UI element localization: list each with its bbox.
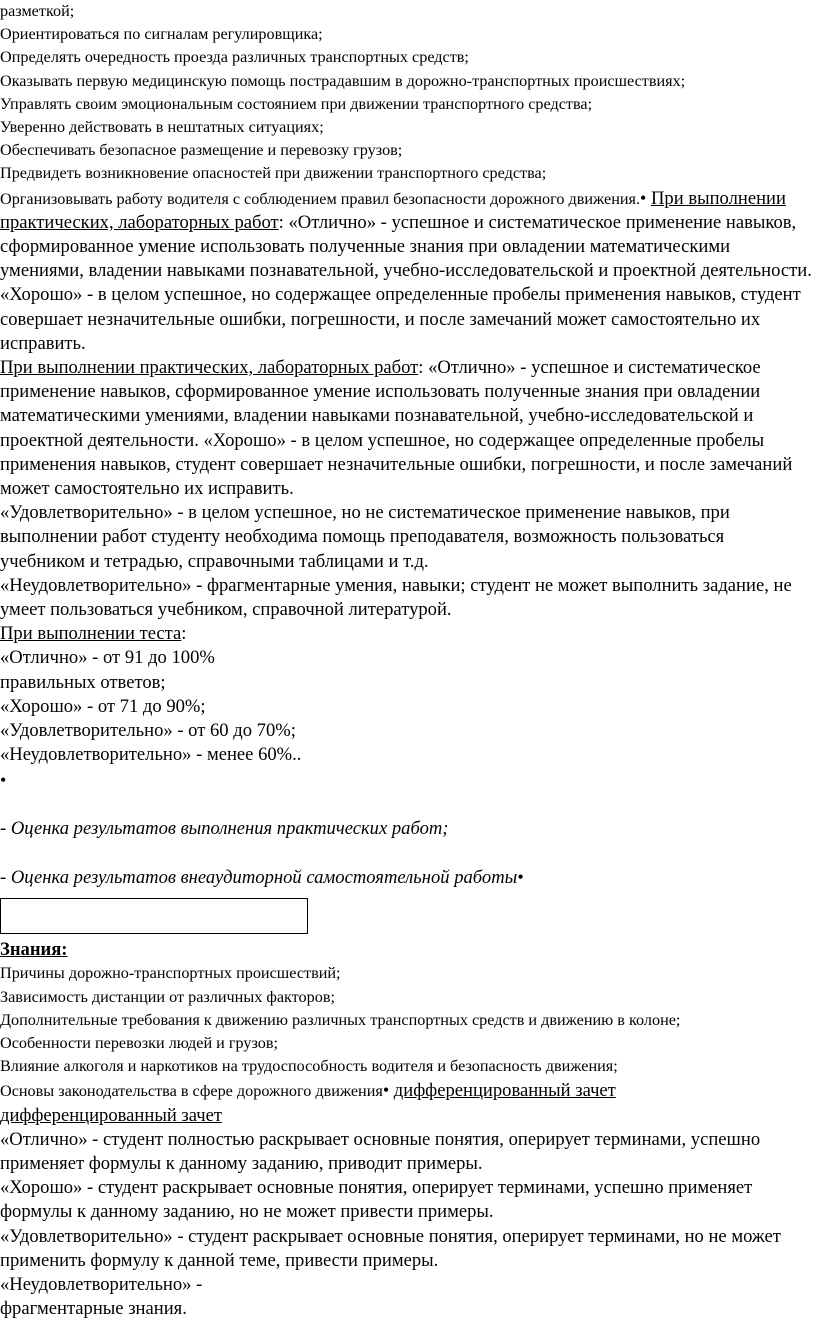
knowledge-line: Дополнительные требования к движению различных транспортных средств и движению в колоне;: [0, 1010, 681, 1029]
bullet-icon: •: [640, 187, 647, 208]
practical-paragraph-1: [0, 186, 816, 356]
assessment-practical: - Оценка результатов выполнения практических работ;: [0, 817, 449, 839]
knowledge-line: Зависимость дистанции от различных факторов;: [0, 987, 335, 1006]
grade-satisfactory: «Удовлетворительно» - студент раскрывает основные понятия, оперирует терминами, но не может применить формулу к данной теме, привести примеры.: [0, 1225, 781, 1271]
knowledge-last-line: [0, 1078, 816, 1103]
skill-line: Оказывать первую медицинскую помощь пострадавшим в дорожно-транспортных происшествиях;: [0, 71, 686, 90]
skill-line: разметкой;: [0, 2, 75, 20]
practical-label-1: При выполнении практических, лабораторных работ: [0, 187, 786, 233]
knowledge-line: Особенности перевозки людей и грузов;: [0, 1033, 279, 1052]
test-line: «Удовлетворительно» - от 60 до 70%;: [0, 720, 296, 742]
satisfactory-paragraph: «Удовлетворительно» - в целом успешное, но не систематическое применение навыков, при выполнении работ студенту необходима помощь преподавателя, возможность пользоваться учебником и тетрадью, справочными таблицами и т.д.: [0, 502, 730, 572]
skill-line: Обеспечивать безопасное размещение и перевозку грузов;: [0, 141, 403, 160]
test-label: При выполнении теста: [0, 623, 182, 645]
bullet-icon: •: [517, 866, 524, 887]
practical-paragraph-2: [0, 356, 816, 501]
practical-text-1: : «Отлично» - успешное и систематическое применение навыков, сформированное умение использовать полученные знания при овладении математическими умениями, владении навыками познавательной, учебно-исследовательской и проектной деятельности. «Хорошо» - в целом успешное, но содержащее определенные пробелы применения навыков, студент совершает незначительные ошибки, погрешности, и после замечаний может самостоятельно их исправить.: [0, 211, 812, 354]
knowledge-heading: Знания:: [0, 939, 68, 961]
bullet-icon: •: [382, 1080, 390, 1101]
unsatisfactory-paragraph: «Неудовлетворительно» - фрагментарные умения, навыки; студент не может выполнить задание, не умеет пользоваться учебником, справочной литературой.: [0, 574, 792, 621]
test-line: «Неудовлетворительно» - менее 60%..: [0, 744, 302, 766]
grade-fail-label: «Неудовлетворительно» -: [0, 1273, 203, 1295]
assessment-independent-text: - Оценка результатов внеаудиторной самостоятельной работы: [0, 866, 518, 888]
knowledge-line: Причины дорожно-транспортных происшествий;: [0, 964, 341, 983]
practical-text-2: : «Отлично» - успешное и систематическое применение навыков, сформированное умение использовать полученные знания при овладении математическими умениями, владении навыками познавательной, учебно-исследовательской и проектной деятельности. «Хорошо» - в целом успешное, но содержащее определенные пробелы применения навыков, студент совершает незначительные ошибки, погрешности, и после замечаний может самостоятельно их исправить.: [0, 357, 793, 500]
test-line: «Хорошо» - от 71 до 90%;: [0, 695, 206, 717]
spacer: [0, 793, 816, 817]
skill-line: Определять очередность проезда различных транспортных средств;: [0, 48, 469, 67]
bullet-icon: •: [0, 769, 7, 790]
skill-line: Ориентироваться по сигналам регулировщика;: [0, 25, 323, 44]
assessment-independent: [0, 865, 816, 890]
skill-line: Уверенно действовать в нештатных ситуациях;: [0, 118, 324, 137]
test-line: правильных ответов;: [0, 671, 166, 693]
empty-box: [0, 898, 308, 934]
bullet-line: [0, 768, 816, 793]
skill-line: Управлять своим эмоциональным состоянием при движении транспортного средства;: [0, 94, 593, 113]
knowledge-line: Влияние алкоголя и наркотиков на трудоспособность водителя и безопасность движения;: [0, 1057, 618, 1076]
skill-line: Предвидеть возникновение опасностей при движении транспортного средства;: [0, 164, 547, 183]
grade-excellent: «Отлично» - студент полностью раскрывает основные понятия, оперирует терминами, успешно применяет формулы к данному заданию, приводит примеры.: [0, 1128, 761, 1174]
grade-fail-text: фрагментарные знания.: [0, 1298, 187, 1320]
grade-good: «Хорошо» - студент раскрывает основные понятия, оперирует терминами, успешно применяет формулы к данному заданию, но не может привести примеры.: [0, 1177, 753, 1223]
knowledge-last: Основы законодательства в сфере дорожного движения: [0, 1082, 383, 1101]
test-line: «Отлично» - от 91 до 100%: [0, 647, 215, 669]
test-heading: [0, 622, 816, 646]
diff-test-label-1: дифференцированный зачет: [393, 1080, 616, 1102]
practical-label-2: При выполнении практических, лабораторных работ: [0, 357, 419, 379]
test-colon: :: [181, 623, 187, 645]
spacer: [0, 841, 816, 865]
skill-line-last: Организовывать работу водителя с соблюдением правил безопасности дорожного движения.: [0, 189, 641, 208]
diff-test-label-2: дифференцированный зачет: [0, 1104, 223, 1126]
